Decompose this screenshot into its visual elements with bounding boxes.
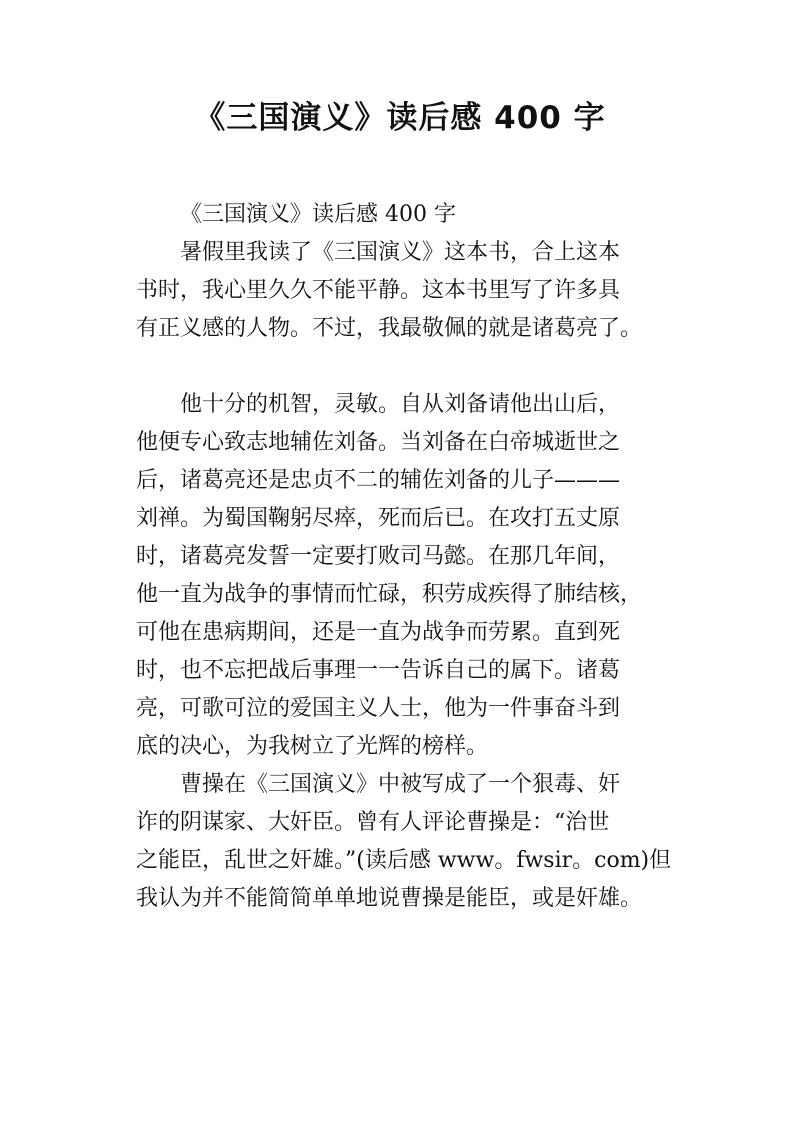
paragraph-1-line-3: 有正义感的人物。不过，我最敬佩的就是诸葛亮了。 [136, 316, 643, 341]
paragraph-3-line-1: 曹操在《三国演义》中被写成了一个狠毒、奸 [180, 772, 621, 797]
paragraph-1-line-1: 暑假里我读了《三国演义》这本书，合上这本 [180, 240, 621, 265]
paragraph-2-line-4: 刘禅。为蜀国鞠躬尽瘁，死而后已。在攻打五丈原 [136, 506, 621, 531]
paragraph-2-line-5: 时，诸葛亮发誓一定要打败司马懿。在那几年间， [136, 544, 621, 569]
document-title: 《三国演义》读后感 400 字 [194, 100, 606, 136]
paragraph-2-line-6: 他一直为战争的事情而忙碌，积劳成疾得了肺结核， [136, 582, 643, 607]
paragraph-2-line-2: 他便专心致志地辅佐刘备。当刘备在白帝城逝世之 [136, 430, 621, 455]
paragraph-2-line-10: 底的决心，为我树立了光辉的榜样。 [136, 734, 489, 759]
document-body [136, 196, 680, 918]
paragraph-3-line-3: 之能臣，乱世之奸雄。”(读后感 www。fwsir。com)但 [136, 848, 672, 873]
paragraph-2-line-1: 他十分的机智，灵敏。自从刘备请他出山后， [180, 392, 621, 417]
paragraph-2-line-3: 后，诸葛亮还是忠贞不二的辅佐刘备的儿子——— [136, 468, 621, 493]
paragraph-1-line-2: 书时，我心里久久不能平静。这本书里写了许多具 [136, 278, 621, 303]
paragraph-gap [136, 348, 680, 386]
paragraph-2-line-7: 可他在患病期间，还是一直为战争而劳累。直到死 [136, 620, 621, 645]
paragraph-3-line-2: 诈的阴谋家、大奸臣。曾有人评论曹操是：“治世 [136, 810, 610, 835]
paragraph-2-line-9: 亮，可歌可泣的爱国主义人士，他为一件事奋斗到 [136, 696, 621, 721]
paragraph-3-line-4: 我认为并不能简简单单地说曹操是能臣，或是奸雄。 [136, 886, 643, 911]
paragraph-2-line-8: 时，也不忘把战后事理一一告诉自己的属下。诸葛 [136, 658, 621, 683]
body-line-subtitle: 《三国演义》读后感 400 字 [180, 202, 456, 227]
